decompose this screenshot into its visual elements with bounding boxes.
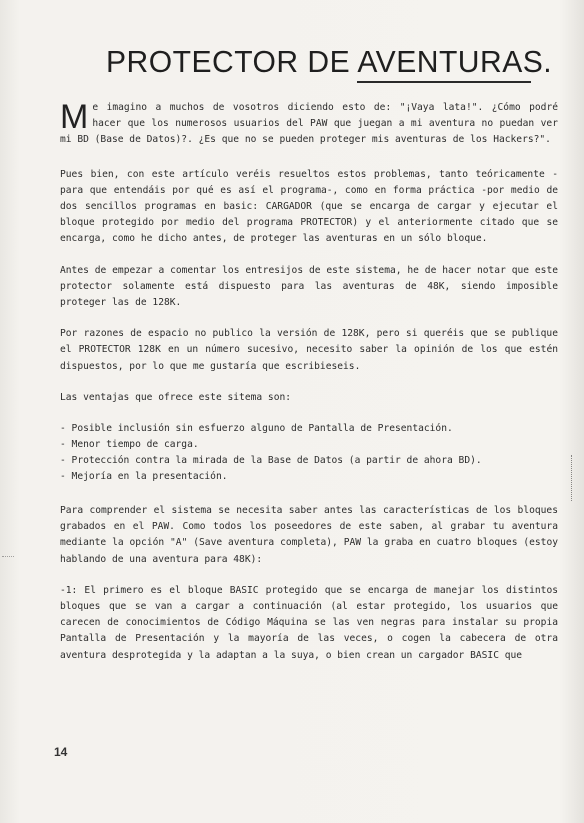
paragraph-5: -1: El primero es el bloque BASIC protegido que se encarga de manejar los distintos bloques que se van a cargar a continuación (al estar protegido, los usuarios que carecen de conocimientos de Código Máquina se las ven negras para instalar su propia Pantalla de Presentación y la mayoría de las veces, o cogen la cabecera de otra aventura desprotegida y la adaptan a la suya, o bien crean un cargador BASIC que — [60, 584, 558, 661]
page-number: 14 — [54, 745, 68, 759]
list-item: - Protección contra la mirada de la Base de Datos (a partir de ahora BD). — [60, 455, 482, 467]
paragraph-3: Por razones de espacio no publico la versión de 128K, pero si queréis que se publique el PROTECTOR 128K en un número sucesivo, necesito saber la opinión de los que estén dispuestos, por lo que me gustaría que escribieseis. — [60, 328, 558, 372]
intro-paragraph — [60, 100, 558, 149]
intro-text: e imagino a muchos de vosotros diciendo esto de: "¡Vaya lata!". ¿Cómo podré hacer que los numerosos usuarios del PAW que juegan a mi aventura no puedan ver mi BD (Base de Datos)?. ¿Es que no se pueden proteger mis aventuras de los Hackers?". — [60, 102, 558, 146]
list-item: - Menor tiempo de carga. — [60, 439, 199, 451]
advantages-list — [60, 421, 558, 485]
drop-cap: M — [60, 98, 89, 136]
paragraph-4: Para comprender el sistema se necesita saber antes las características de los bloques grabados en el PAW. Como todos los poseedores de este saben, al grabar tu aventura mediante la opción "A" (Save aventura completa), PAW la graba en cuatro bloques (estoy hablando de una aventura para 48K): — [60, 505, 558, 565]
paragraph-2: Antes de empezar a comentar los entresijos de este sistema, he de hacer notar que este protector solamente está dispuesto para las aventuras de 48K, siendo imposible proteger las de 128K. — [60, 264, 558, 309]
article-body — [60, 100, 558, 679]
margin-mark — [571, 455, 578, 501]
page-title: PROTECTOR DE AVENTURAS. — [106, 44, 553, 79]
title-underline — [357, 81, 531, 83]
list-item: - Posible inclusión sin esfuerzo alguno de Pantalla de Presentación. — [60, 423, 453, 435]
list-item: - Mejoría en la presentación. — [60, 471, 228, 483]
margin-mark — [2, 556, 14, 561]
advantages-heading: Las ventajas que ofrece este sitema son: — [60, 391, 292, 403]
paragraph-1: Pues bien, con este artículo veréis resueltos estos problemas, tanto teóricamente -para que entendáis por qué es así el programa-, como en forma práctica -por medio de dos sencillos programas en basic: CARGADOR (que se encarga de cargar y ejecutar el bloque protegido por medio del programa PROTECTOR) y el anteriormente citado que se encarga, como he dicho antes, de proteger las aventuras en un sólo bloque. — [60, 168, 558, 245]
